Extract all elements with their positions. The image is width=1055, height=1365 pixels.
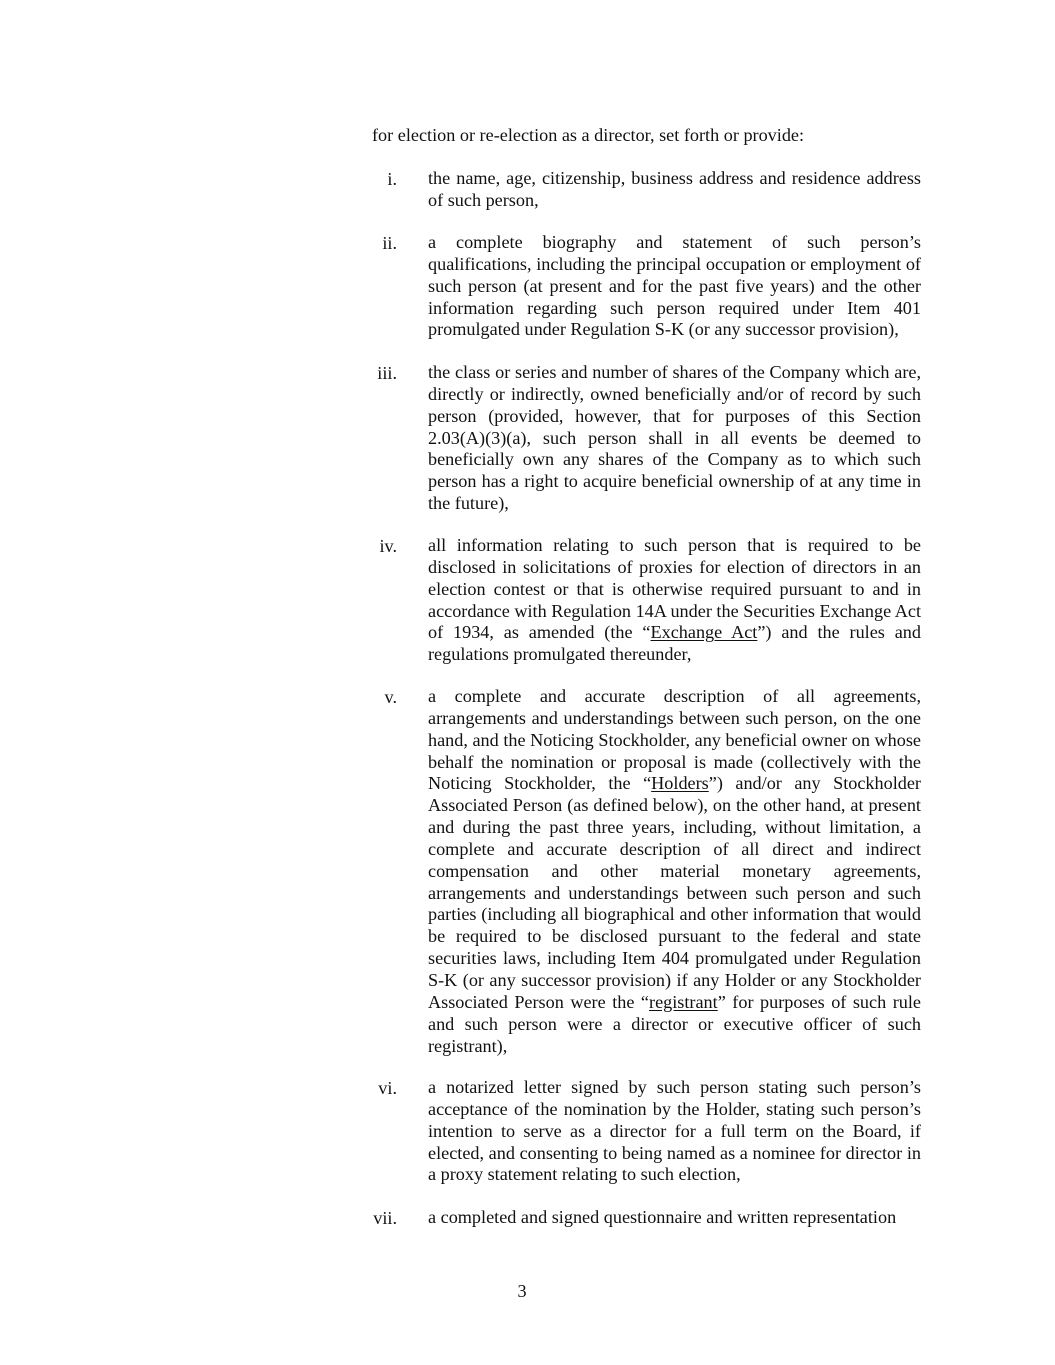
list-item-text: [428, 535, 921, 666]
text-segment: ”) and/or any Stockholder Associated Person (as defined below), on the other hand, at present and during the past three years, including, without limitation, a complete and accurate description of all direct and indirect compensation and other material monetary agreements, arrangements and understandings between such person and such parties (including all biographical and other information that would be required to be disclosed pursuant to the federal and state securities laws, including Item 404 promulgated under Regulation S-K (or any successor provision) if any Holder or any Stockholder Associated Person were the “: [428, 773, 921, 1012]
list-item-numeral: i.: [387, 169, 397, 189]
list-item-text: the class or series and number of shares of the Company which are, directly or indirectly, owned beneficially and/or of record by such person (provided, however, that for purposes of this Section 2.03(A)(3)(a), such person shall in all events be deemed to beneficially own any shares of the Company as to which such person has a right to acquire beneficial ownership of at any time in the future),: [428, 362, 921, 514]
intro-paragraph: for election or re-election as a director, set forth or provide:: [372, 125, 805, 145]
list-item-text: a notarized letter signed by such person stating such person’s acceptance of the nomination by the Holder, stating such person’s intention to serve as a director for a full term on the Board, if elected, and consenting to being named as a nominee for director in a proxy statement relating to such election,: [428, 1077, 921, 1185]
defined-term-exchange-act: Exchange Act: [650, 622, 758, 643]
list-item-numeral: ii.: [382, 233, 397, 253]
list-item-numeral: iii.: [377, 363, 397, 383]
list-item-text: a completed and signed questionnaire and written representation: [428, 1207, 897, 1227]
list-item-text: [428, 686, 921, 1057]
list-item-numeral: vii.: [373, 1208, 397, 1228]
defined-term-registrant: registrant: [649, 991, 718, 1012]
list-item-text: a complete biography and statement of such person’s qualifications, including the principal occupation or employment of such person (at present and for the past five years) and the other information regarding such person required under Item 401 promulgated under Regulation S-K (or any successor provision),: [428, 232, 921, 340]
text-segment: a complete and accurate description of all agreements, arrangements and understandings between such person, on the one hand, and the Noticing Stockholder, any beneficial owner on whose behalf the nomination or proposal is made (collectively with the Noticing Stockholder, the “: [428, 686, 921, 794]
list-item-numeral: v.: [384, 687, 397, 707]
text-segment: ” for purposes of such rule and such person were a director or executive officer of such registrant),: [428, 991, 921, 1056]
text-segment: all information relating to such person that is required to be disclosed in solicitations of proxies for election of directors in an election contest or that is otherwise required pursuant to and in accordance with Regulation 14A under the Securities Exchange Act of 1934, as amended (the “: [428, 535, 921, 643]
list-item-numeral: iv.: [379, 536, 397, 556]
text-segment: ”) and the rules and regulations promulgated thereunder,: [428, 622, 921, 665]
page-number: 3: [517, 1281, 527, 1301]
list-item-text: the name, age, citizenship, business address and residence address of such person,: [428, 168, 921, 210]
defined-term-holders: Holders: [651, 773, 709, 794]
list-item-numeral: vi.: [378, 1078, 397, 1098]
